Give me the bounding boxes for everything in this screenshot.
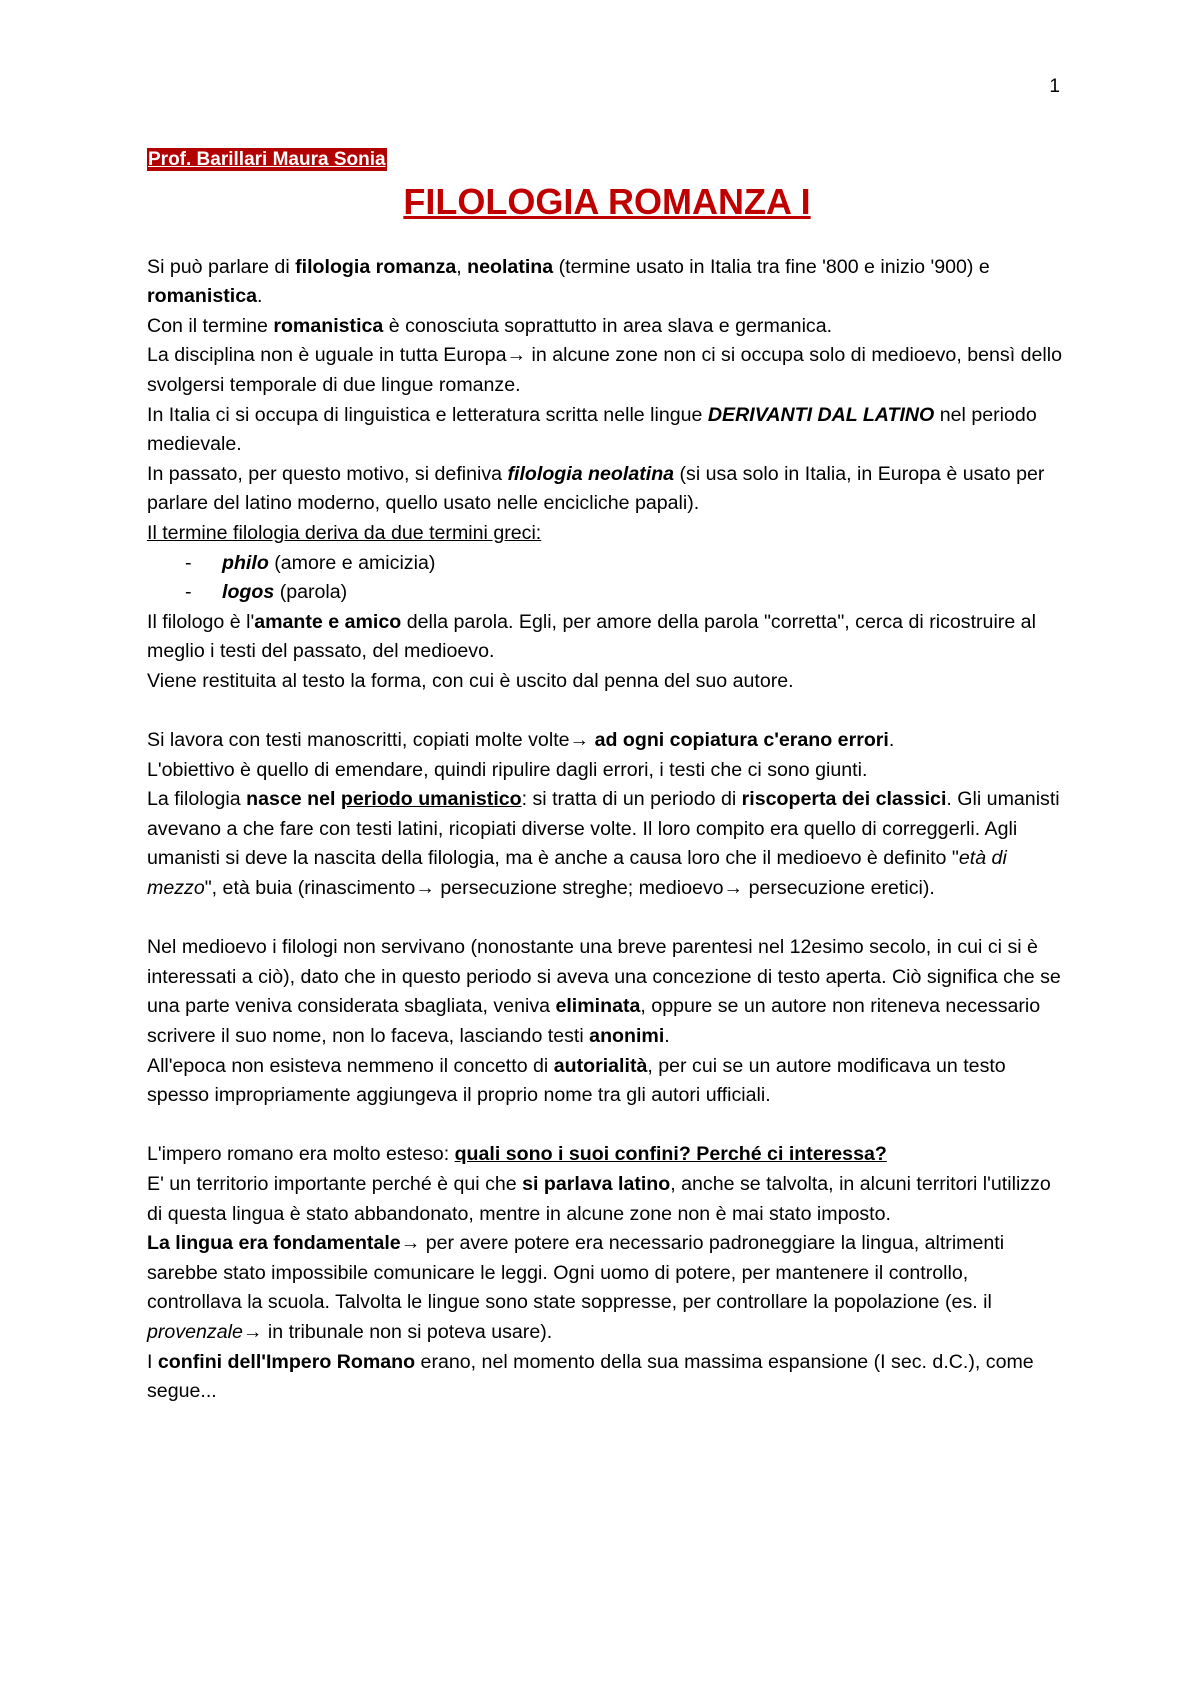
paragraph-16: [147, 1229, 1067, 1347]
paragraph-17: [147, 1348, 1067, 1407]
text: ,: [456, 255, 468, 278]
list-term: logos: [222, 581, 275, 604]
text: Con il termine: [147, 314, 274, 337]
bold-term: si parlava latino: [522, 1173, 671, 1195]
document-body: [147, 145, 1067, 1407]
bold-term: romanistica: [273, 314, 384, 337]
paragraph-7: [147, 608, 1067, 667]
text: All'epoca non esisteva nemmeno il concetto di: [147, 1054, 554, 1077]
paragraph-11: [147, 785, 1067, 903]
text: , anche se talvolta, in alcuni territori l'utilizzo di questa lingua è stato abbandonato, mentre in alcune zone non è mai stato imposto.: [147, 1173, 1051, 1225]
author-name: Prof. Barillari Maura Sonia: [148, 149, 386, 170]
bold-term: romanistica: [147, 285, 257, 308]
text: (termine usato in Italia tra fine '800 e inizio '900) e: [553, 255, 990, 278]
list-desc: (parola): [274, 581, 348, 604]
bold-term: ad ogni copiatura c'erano errori: [594, 729, 889, 752]
bold-italic-term: DERIVANTI DAL LATINO: [707, 403, 935, 426]
bold-term: autorialità: [553, 1054, 648, 1077]
text: → in tribunale non si poteva usare).: [242, 1320, 553, 1343]
text: Si può parlare di: [147, 255, 296, 278]
text: In Italia ci si occupa di linguistica e letteratura scritta nelle lingue: [147, 403, 708, 426]
text: La filologia: [147, 788, 247, 811]
paragraph-14: [147, 1140, 1067, 1170]
bold-term: anonimi: [589, 1025, 665, 1048]
text: .: [664, 1025, 670, 1048]
paragraph-2: [147, 312, 1067, 342]
text: .: [257, 285, 263, 308]
paragraph-10: L'obiettivo è quello di emendare, quindi ripulire dagli errori, i testi che ci sono giunti.: [147, 758, 868, 781]
greek-terms-list: [147, 549, 1067, 608]
text: I: [147, 1350, 158, 1373]
list-item: [185, 578, 1067, 608]
text: della parola. Egli, per amore della parola "corretta", cerca di ricostruire al meglio i testi del passato, del medioevo.: [147, 610, 1036, 663]
list-item: [185, 549, 1067, 579]
list-desc: (amore e amicizia): [268, 551, 436, 574]
author-line: [147, 145, 1067, 175]
text: E' un territorio importante perché è qui che: [147, 1173, 523, 1195]
text: erano, nel momento della sua massima espansione (I sec. d.C.), come segue...: [147, 1350, 1034, 1403]
text: Si lavora con testi manoscritti, copiati molte volte→: [147, 729, 595, 752]
text: , oppure se un autore non riteneva necessario scrivere il suo nome, non lo faceva, lasciando testi: [147, 995, 1041, 1048]
bold-italic-term: filologia neolatina: [507, 462, 675, 485]
paragraph-15: [147, 1170, 1067, 1229]
text: nel periodo medievale.: [147, 403, 1037, 456]
text: Il filologo è l': [147, 610, 255, 633]
bold-term: amante e amico: [254, 610, 402, 633]
paragraph-13: [147, 1052, 1067, 1111]
list-term: philo: [222, 551, 269, 574]
bold-term: eliminata: [555, 995, 641, 1018]
text: .: [888, 729, 895, 752]
text: : si tratta di un periodo di: [521, 788, 742, 811]
bold-underlined-term: periodo umanistico: [340, 788, 522, 811]
text: → per avere potere era necessario padroneggiare la lingua, altrimenti sarebbe stato impossibile comunicare le leggi. Ogni uomo di potere, per mantenere il controllo, controllava la scuola. Talvolta le lingue sono state soppresse, per controllare la popolazione (es. il: [147, 1232, 1005, 1314]
text: Nel medioevo i filologi non servivano (nonostante una breve parentesi nel 12esimo secolo, in cui ci si è interessati a ciò), dato che in questo periodo si aveva una concezione di testo aperta. Ciò significa che se una parte veniva considerata sbagliata, veniva: [147, 936, 1061, 1018]
italic-term: provenzale: [147, 1320, 243, 1343]
paragraph-5: [147, 460, 1067, 519]
bold-underlined-question: quali sono i suoi confini? Perché ci interessa?: [454, 1143, 887, 1166]
text: . Gli umanisti avevano a che fare con testi latini, ricopiati diverse volte. Il loro compito era quello di correggerli. Agli umanisti si deve la nascita della filologia, ma è anche a causa loro che il medioevo è definito ": [147, 788, 1060, 870]
text: è conosciuta soprattutto in area slava e germanica.: [383, 314, 833, 337]
text: (si usa solo in Italia, in Europa è usato per parlare del latino moderno, quello usato nelle encicliche papali).: [147, 462, 1045, 515]
italic-term: età di mezzo: [147, 847, 1007, 900]
paragraph-8: Viene restituita al testo la forma, con cui è uscito dal penna del suo autore.: [147, 669, 794, 692]
bold-term: nasce nel: [246, 788, 341, 811]
bold-term: neolatina: [467, 255, 554, 278]
paragraph-1: [147, 253, 1067, 312]
bold-term: riscoperta dei classici: [741, 788, 947, 811]
page-number: 1: [1049, 76, 1060, 97]
paragraph-4: [147, 401, 1067, 460]
bold-term: filologia romanza: [295, 255, 457, 278]
bold-term: confini dell'Impero Romano: [157, 1350, 416, 1373]
title-text: FILOLOGIA ROMANZA I: [403, 180, 811, 222]
text: , per cui se un autore modificava un testo spesso impropriamente aggiungeva il proprio nome tra gli autori ufficiali.: [147, 1054, 1006, 1107]
paragraph-3: La disciplina non è uguale in tutta Europa→ in alcune zone non ci si occupa solo di medioevo, bensì dello svolgersi temporale di due lingue romanze.: [147, 344, 1062, 396]
page-title: [147, 177, 1067, 227]
paragraph-6-underlined: Il termine filologia deriva da due termini greci:: [147, 521, 542, 544]
text: L'impero romano era molto esteso:: [147, 1143, 455, 1166]
paragraph-12: [147, 933, 1067, 1051]
text: ", età buia (rinascimento→ persecuzione streghe; medioevo→ persecuzione eretici).: [204, 877, 935, 900]
text: In passato, per questo motivo, si definiva: [147, 462, 508, 485]
paragraph-9: [147, 726, 1067, 756]
bold-term: La lingua era fondamentale: [147, 1232, 401, 1255]
